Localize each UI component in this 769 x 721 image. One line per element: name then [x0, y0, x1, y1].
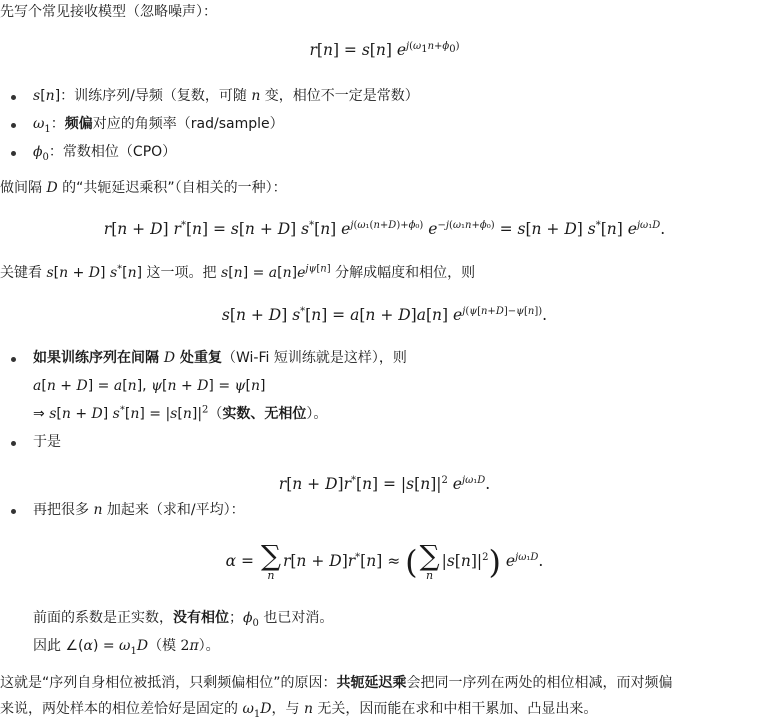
bullet-dot — [11, 95, 16, 100]
bullet-omega: $\omega_1$：频偏对应的角频率（rad/sample） — [33, 116, 284, 135]
bullet-repeat: 如果训练序列在间隔 D 处重复（Wi-Fi 短训练就是这样），则 — [33, 350, 407, 366]
repeat-result: ⇒ s[n + D] $s^*[n] = |s[n]|^2$（实数、无相位）。 — [33, 404, 328, 422]
equation-amplitude-phase: s[n + D] s*[n] = a[n + D]a[n] $e^{j(\psi[n+D]-\psi[n])}$. — [221, 305, 548, 324]
angle-result: 因此 ∠(α) = $\omega_1D$（模 2π）。 — [33, 638, 220, 657]
bullet-thus: 于是 — [33, 434, 61, 450]
coef-text: 前面的系数是正实数，没有相位；$\phi_0$ 也已对消。 — [33, 610, 334, 629]
intro-text: 先写个常见接收模型（忽略噪声）： — [0, 4, 217, 20]
bullet-dot — [11, 151, 16, 156]
bullet-dot — [11, 123, 16, 128]
conclusion-line-2: 来说，两处样本的相位差恰好是固定的 $\omega_1D$，与 n 无关，因而能在求和中相干累加、凸显出来。 — [0, 701, 598, 720]
equation-receive-model: r[n] = s[n] $e^{j(\omega_1n+\phi_0)}$ — [309, 40, 460, 59]
bullet-dot — [11, 509, 16, 514]
bullet-s: s[n]：训练序列/导频（复数，可随 n 变，相位不一定是常数） — [33, 88, 419, 104]
repeat-conditions: a[n + D] = a[n], ψ[n + D] = ψ[n] — [33, 378, 266, 394]
bullet-dot — [11, 357, 16, 362]
bullet-dot — [11, 441, 16, 446]
conclusion-line-1: 这就是“序列自身相位被抵消，只剩频偏相位”的原因：共轭延迟乘会把同一序列在两处的相位相减，而对频偏 — [0, 675, 673, 691]
bullet-sum: 再把很多 n 加起来（求和/平均）： — [33, 502, 245, 518]
para-delay-product: 做间隔 D 的“共轭延迟乘积”（自相关的一种）： — [0, 180, 287, 196]
equation-repeated-product: $r[n + D]r^*[n] = |s[n]|^2$ $e^{j\omega_1D}$. — [278, 474, 491, 493]
bullet-phi: $\phi_0$：常数相位（CPO） — [33, 144, 177, 163]
para-key-term: 关键看 s[n + D] s*[n] 这一项。把 $s[n] = a[n]e^{j\psi[n]}$ 分解成幅度和相位，则 — [0, 263, 476, 281]
equation-alpha: α = ∑ n r[n + D]r*[n] ≈ ( ∑ n $|s[n]|^2$) $e^{j\omega_1D}$. — [225, 539, 544, 582]
equation-delay-product: r[n + D] r*[n] = s[n + D] s*[n] $e^{j(\omega_1(n+D)+\phi_0)}$ $e^{-j(\omega_1n+\phi_0)} = s[n + D]$ s*[n] $e^{j\omega_1D}$. — [103, 219, 666, 238]
